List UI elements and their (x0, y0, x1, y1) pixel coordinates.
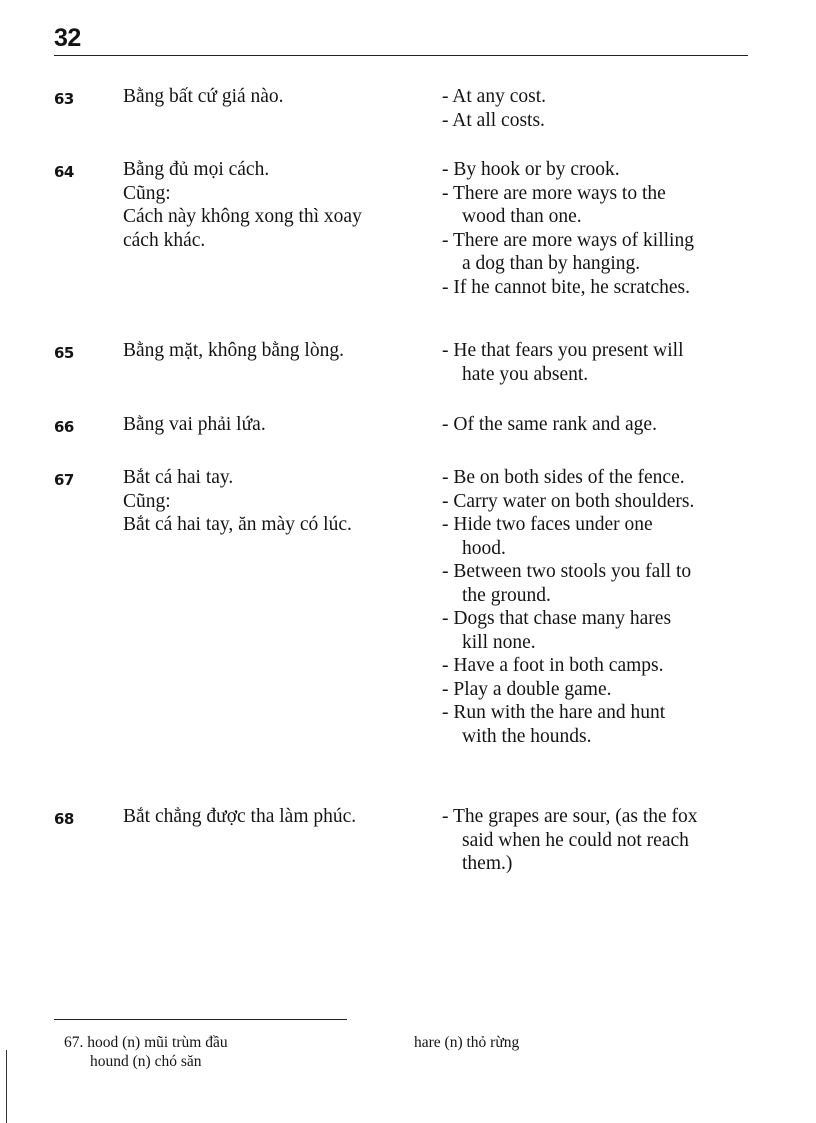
en-line: - At any cost. (442, 86, 546, 107)
english-equivalents (442, 339, 772, 386)
english-equivalents (442, 158, 772, 299)
entry-number: 67 (54, 471, 74, 489)
entry-number: 64 (54, 163, 74, 181)
en-line-continuation: a dog than by hanging. (462, 253, 641, 274)
en-line: - At all costs. (442, 109, 545, 131)
footnote-right (414, 1033, 519, 1052)
vi-line: Cũng: (123, 182, 171, 204)
en-line-continuation: hate you absent. (462, 363, 589, 385)
en-line: - Hide two faces under one (442, 514, 653, 535)
page-number: 32 (54, 24, 81, 52)
entry-number: 66 (54, 418, 74, 436)
footnote-line: hare (n) thỏ rừng (414, 1034, 520, 1051)
vietnamese-proverb (123, 158, 428, 252)
en-line-continuation: said when he could not reach (462, 829, 689, 851)
vi-line: Bằng vai phải lứa. (123, 414, 266, 435)
binding-margin-line (6, 1050, 7, 1123)
vietnamese-proverb (123, 805, 428, 829)
vi-line: Bằng đủ mọi cách. (123, 159, 270, 180)
footnote-line: 67. hood (n) mũi trùm đầu (64, 1034, 228, 1051)
english-equivalents (442, 85, 772, 132)
vi-line: cách khác. (123, 229, 206, 251)
vi-line: Cách này không xong thì xoay (123, 206, 362, 227)
vi-line: Bắt chẳng được tha làm phúc. (123, 806, 357, 827)
english-equivalents (442, 466, 772, 748)
vietnamese-proverb (123, 413, 428, 437)
en-line: - Run with the hare and hunt (442, 702, 666, 723)
en-line-continuation: kill none. (462, 631, 536, 653)
en-line: - There are more ways to the (442, 182, 666, 204)
vietnamese-proverb (123, 85, 428, 109)
en-line-continuation: the ground. (462, 584, 551, 606)
vietnamese-proverb (123, 339, 428, 363)
en-line: - Dogs that chase many hares (442, 608, 672, 629)
vi-line: Bằng mặt, không bằng lòng. (123, 340, 344, 361)
footnote-left (64, 1033, 228, 1071)
en-line: - The grapes are sour, (as the fox (442, 806, 698, 827)
en-line: - Be on both sides of the fence. (442, 467, 685, 488)
en-line: - Of the same rank and age. (442, 414, 657, 435)
entry-number: 65 (54, 344, 74, 362)
vi-line: Bắt cá hai tay. (123, 467, 234, 488)
footnote-line: hound (n) chó săn (90, 1053, 202, 1070)
en-line: - Have a foot in both camps. (442, 655, 664, 676)
vietnamese-proverb (123, 466, 428, 537)
en-line-continuation: with the hounds. (462, 725, 592, 747)
en-line-continuation: hood. (462, 537, 506, 559)
entry-number: 63 (54, 90, 74, 108)
header-rule (54, 55, 748, 56)
english-equivalents (442, 413, 772, 437)
en-line: - He that fears you present will (442, 340, 684, 361)
vi-line: Bằng bất cứ giá nào. (123, 86, 284, 107)
entry-number: 68 (54, 810, 74, 828)
english-equivalents (442, 805, 772, 876)
footnote-rule (54, 1019, 347, 1020)
en-line: - Play a double game. (442, 678, 612, 700)
en-line: - If he cannot bite, he scratches. (442, 276, 690, 298)
vi-line: Cũng: (123, 490, 171, 512)
en-line-continuation: them.) (462, 853, 513, 874)
en-line: - By hook or by crook. (442, 159, 620, 180)
vi-line: Bắt cá hai tay, ăn mày có lúc. (123, 514, 352, 535)
en-line: - There are more ways of killing (442, 229, 694, 251)
en-line-continuation: wood than one. (462, 206, 582, 227)
en-line: - Carry water on both shoulders. (442, 490, 695, 512)
en-line: - Between two stools you fall to (442, 561, 692, 582)
